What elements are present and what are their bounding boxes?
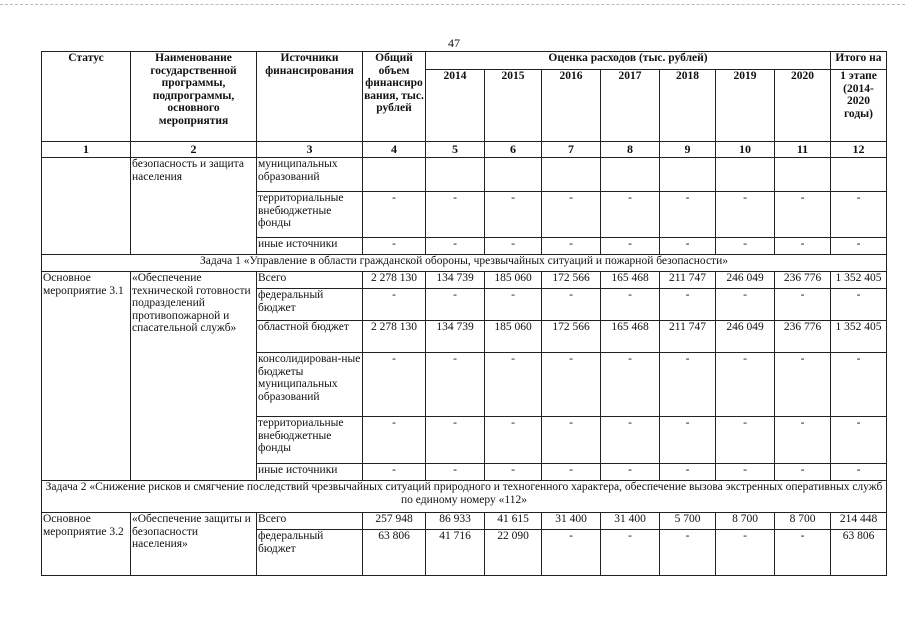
column-number: 7 [542, 142, 601, 158]
program-name: «Обеспечение технической готовности подразделений противопожарной и спасательной служб» [131, 272, 257, 481]
column-number: 5 [426, 142, 485, 158]
value-cell: - [660, 464, 716, 481]
value-cell: - [775, 192, 831, 238]
column-number: 4 [363, 142, 426, 158]
page-number: 47 [448, 36, 460, 50]
value-cell: - [831, 289, 887, 321]
value-cell: 41 615 [485, 513, 542, 530]
value-cell: - [775, 417, 831, 464]
value-cell: 236 776 [775, 321, 831, 353]
value-cell: - [775, 353, 831, 417]
value-cell: - [831, 464, 887, 481]
value-cell: - [485, 192, 542, 238]
table-row [42, 158, 887, 192]
value-cell: - [363, 289, 426, 321]
value-cell: - [660, 530, 716, 576]
source-cell: Всего [257, 272, 363, 289]
value-cell: 22 090 [485, 530, 542, 576]
header-year: 2019 [716, 70, 775, 142]
value-cell: - [363, 417, 426, 464]
value-cell: 165 468 [601, 272, 660, 289]
value-cell: - [363, 238, 426, 255]
value-cell: 31 400 [542, 513, 601, 530]
value-cell: - [831, 417, 887, 464]
value-cell: - [831, 192, 887, 238]
value-cell: 5 700 [660, 513, 716, 530]
value-cell: - [601, 464, 660, 481]
source-cell: федеральный бюджет [257, 530, 363, 576]
column-number: 6 [485, 142, 542, 158]
value-cell: 134 739 [426, 272, 485, 289]
column-number: 12 [831, 142, 887, 158]
scan-edge-line [0, 4, 905, 5]
value-cell [542, 158, 601, 192]
header-stage-line1: Итого на [831, 52, 887, 70]
value-cell: - [363, 464, 426, 481]
value-cell [831, 158, 887, 192]
status-cell [42, 158, 131, 255]
value-cell: - [363, 353, 426, 417]
value-cell: - [660, 353, 716, 417]
value-cell: 8 700 [716, 513, 775, 530]
table-row [42, 272, 887, 289]
task-heading: Задача 2 «Снижение рисков и смягчение последствий чрезвычайных ситуаций природного и техногенного характера, обеспечение вызова экстренных оперативных служб по единому номеру «112» [42, 481, 887, 513]
value-cell [363, 158, 426, 192]
value-cell: 2 278 130 [363, 272, 426, 289]
header-stage: 1 этапе (2014-2020 годы) [831, 70, 887, 142]
source-cell: иные источники [257, 238, 363, 255]
value-cell: - [485, 417, 542, 464]
task-heading: Задача 1 «Управление в области гражданской обороны, чрезвычайных ситуаций и пожарной безопасности» [42, 255, 887, 272]
value-cell [485, 158, 542, 192]
value-cell: - [542, 289, 601, 321]
value-cell: 1 352 405 [831, 321, 887, 353]
value-cell: 8 700 [775, 513, 831, 530]
header-status: Статус [42, 52, 131, 142]
value-cell: - [716, 353, 775, 417]
header-year: 2017 [601, 70, 660, 142]
value-cell: 236 776 [775, 272, 831, 289]
value-cell: - [716, 289, 775, 321]
source-cell: консолидирован-ные бюджеты муниципальных образований [257, 353, 363, 417]
value-cell: - [542, 353, 601, 417]
value-cell: - [716, 464, 775, 481]
value-cell: - [542, 192, 601, 238]
value-cell: 185 060 [485, 321, 542, 353]
value-cell: - [363, 192, 426, 238]
value-cell: 257 948 [363, 513, 426, 530]
value-cell [601, 158, 660, 192]
program-name: безопасность и защита населения [131, 158, 257, 255]
header-year: 2018 [660, 70, 716, 142]
value-cell: - [542, 530, 601, 576]
column-number: 3 [257, 142, 363, 158]
source-cell: Всего [257, 513, 363, 530]
column-number: 10 [716, 142, 775, 158]
value-cell: - [716, 192, 775, 238]
value-cell: - [775, 238, 831, 255]
value-cell: - [485, 238, 542, 255]
value-cell [660, 158, 716, 192]
value-cell: - [485, 464, 542, 481]
header-year: 2014 [426, 70, 485, 142]
header-year: 2015 [485, 70, 542, 142]
value-cell: 185 060 [485, 272, 542, 289]
value-cell: - [716, 530, 775, 576]
table-row [42, 513, 887, 530]
header-name: Наименование государственной программы, подпрограммы, основного мероприятия [131, 52, 257, 142]
value-cell [716, 158, 775, 192]
value-cell: 63 806 [363, 530, 426, 576]
value-cell: - [831, 238, 887, 255]
value-cell: 31 400 [601, 513, 660, 530]
column-number: 2 [131, 142, 257, 158]
value-cell: - [426, 192, 485, 238]
source-cell: территориальные внебюджетные фонды [257, 417, 363, 464]
value-cell: - [660, 192, 716, 238]
header-estimate: Оценка расходов (тыс. рублей) [426, 52, 831, 70]
value-cell: - [660, 417, 716, 464]
value-cell: - [426, 238, 485, 255]
value-cell: 246 049 [716, 321, 775, 353]
budget-table [41, 51, 887, 576]
value-cell: 172 566 [542, 272, 601, 289]
source-cell: муниципальных образований [257, 158, 363, 192]
value-cell: - [601, 192, 660, 238]
value-cell: 86 933 [426, 513, 485, 530]
value-cell: - [601, 289, 660, 321]
value-cell: 2 278 130 [363, 321, 426, 353]
value-cell: 211 747 [660, 272, 716, 289]
source-cell: территориальные внебюджетные фонды [257, 192, 363, 238]
value-cell: - [831, 353, 887, 417]
value-cell: - [660, 238, 716, 255]
value-cell: - [716, 417, 775, 464]
value-cell [426, 158, 485, 192]
value-cell: - [426, 464, 485, 481]
value-cell: - [485, 289, 542, 321]
source-cell: федеральный бюджет [257, 289, 363, 321]
value-cell: - [601, 238, 660, 255]
column-number: 9 [660, 142, 716, 158]
value-cell: 63 806 [831, 530, 887, 576]
value-cell: - [542, 238, 601, 255]
source-cell: иные источники [257, 464, 363, 481]
value-cell: - [542, 464, 601, 481]
value-cell: 214 448 [831, 513, 887, 530]
value-cell: - [716, 238, 775, 255]
status-cell: Основное мероприятие 3.2 [42, 513, 131, 576]
header-total: Общий объем финансиро вания, тыс. рублей [363, 52, 426, 142]
value-cell: - [601, 417, 660, 464]
column-number: 1 [42, 142, 131, 158]
header-source: Источники финансирования [257, 52, 363, 142]
value-cell: 41 716 [426, 530, 485, 576]
status-cell: Основное мероприятие 3.1 [42, 272, 131, 481]
column-number: 8 [601, 142, 660, 158]
header-year: 2020 [775, 70, 831, 142]
source-cell: областной бюджет [257, 321, 363, 353]
program-name: «Обеспечение защиты и безопасности населения» [131, 513, 257, 576]
value-cell: - [775, 464, 831, 481]
value-cell: 134 739 [426, 321, 485, 353]
value-cell: 211 747 [660, 321, 716, 353]
column-number: 11 [775, 142, 831, 158]
value-cell: 1 352 405 [831, 272, 887, 289]
value-cell: - [426, 289, 485, 321]
value-cell: - [775, 289, 831, 321]
value-cell: - [601, 530, 660, 576]
value-cell: - [660, 289, 716, 321]
value-cell: - [426, 353, 485, 417]
value-cell: - [775, 530, 831, 576]
value-cell: 172 566 [542, 321, 601, 353]
value-cell: - [426, 417, 485, 464]
value-cell: - [485, 353, 542, 417]
value-cell: - [601, 353, 660, 417]
value-cell: 246 049 [716, 272, 775, 289]
value-cell: - [542, 417, 601, 464]
header-year: 2016 [542, 70, 601, 142]
value-cell [775, 158, 831, 192]
value-cell: 165 468 [601, 321, 660, 353]
